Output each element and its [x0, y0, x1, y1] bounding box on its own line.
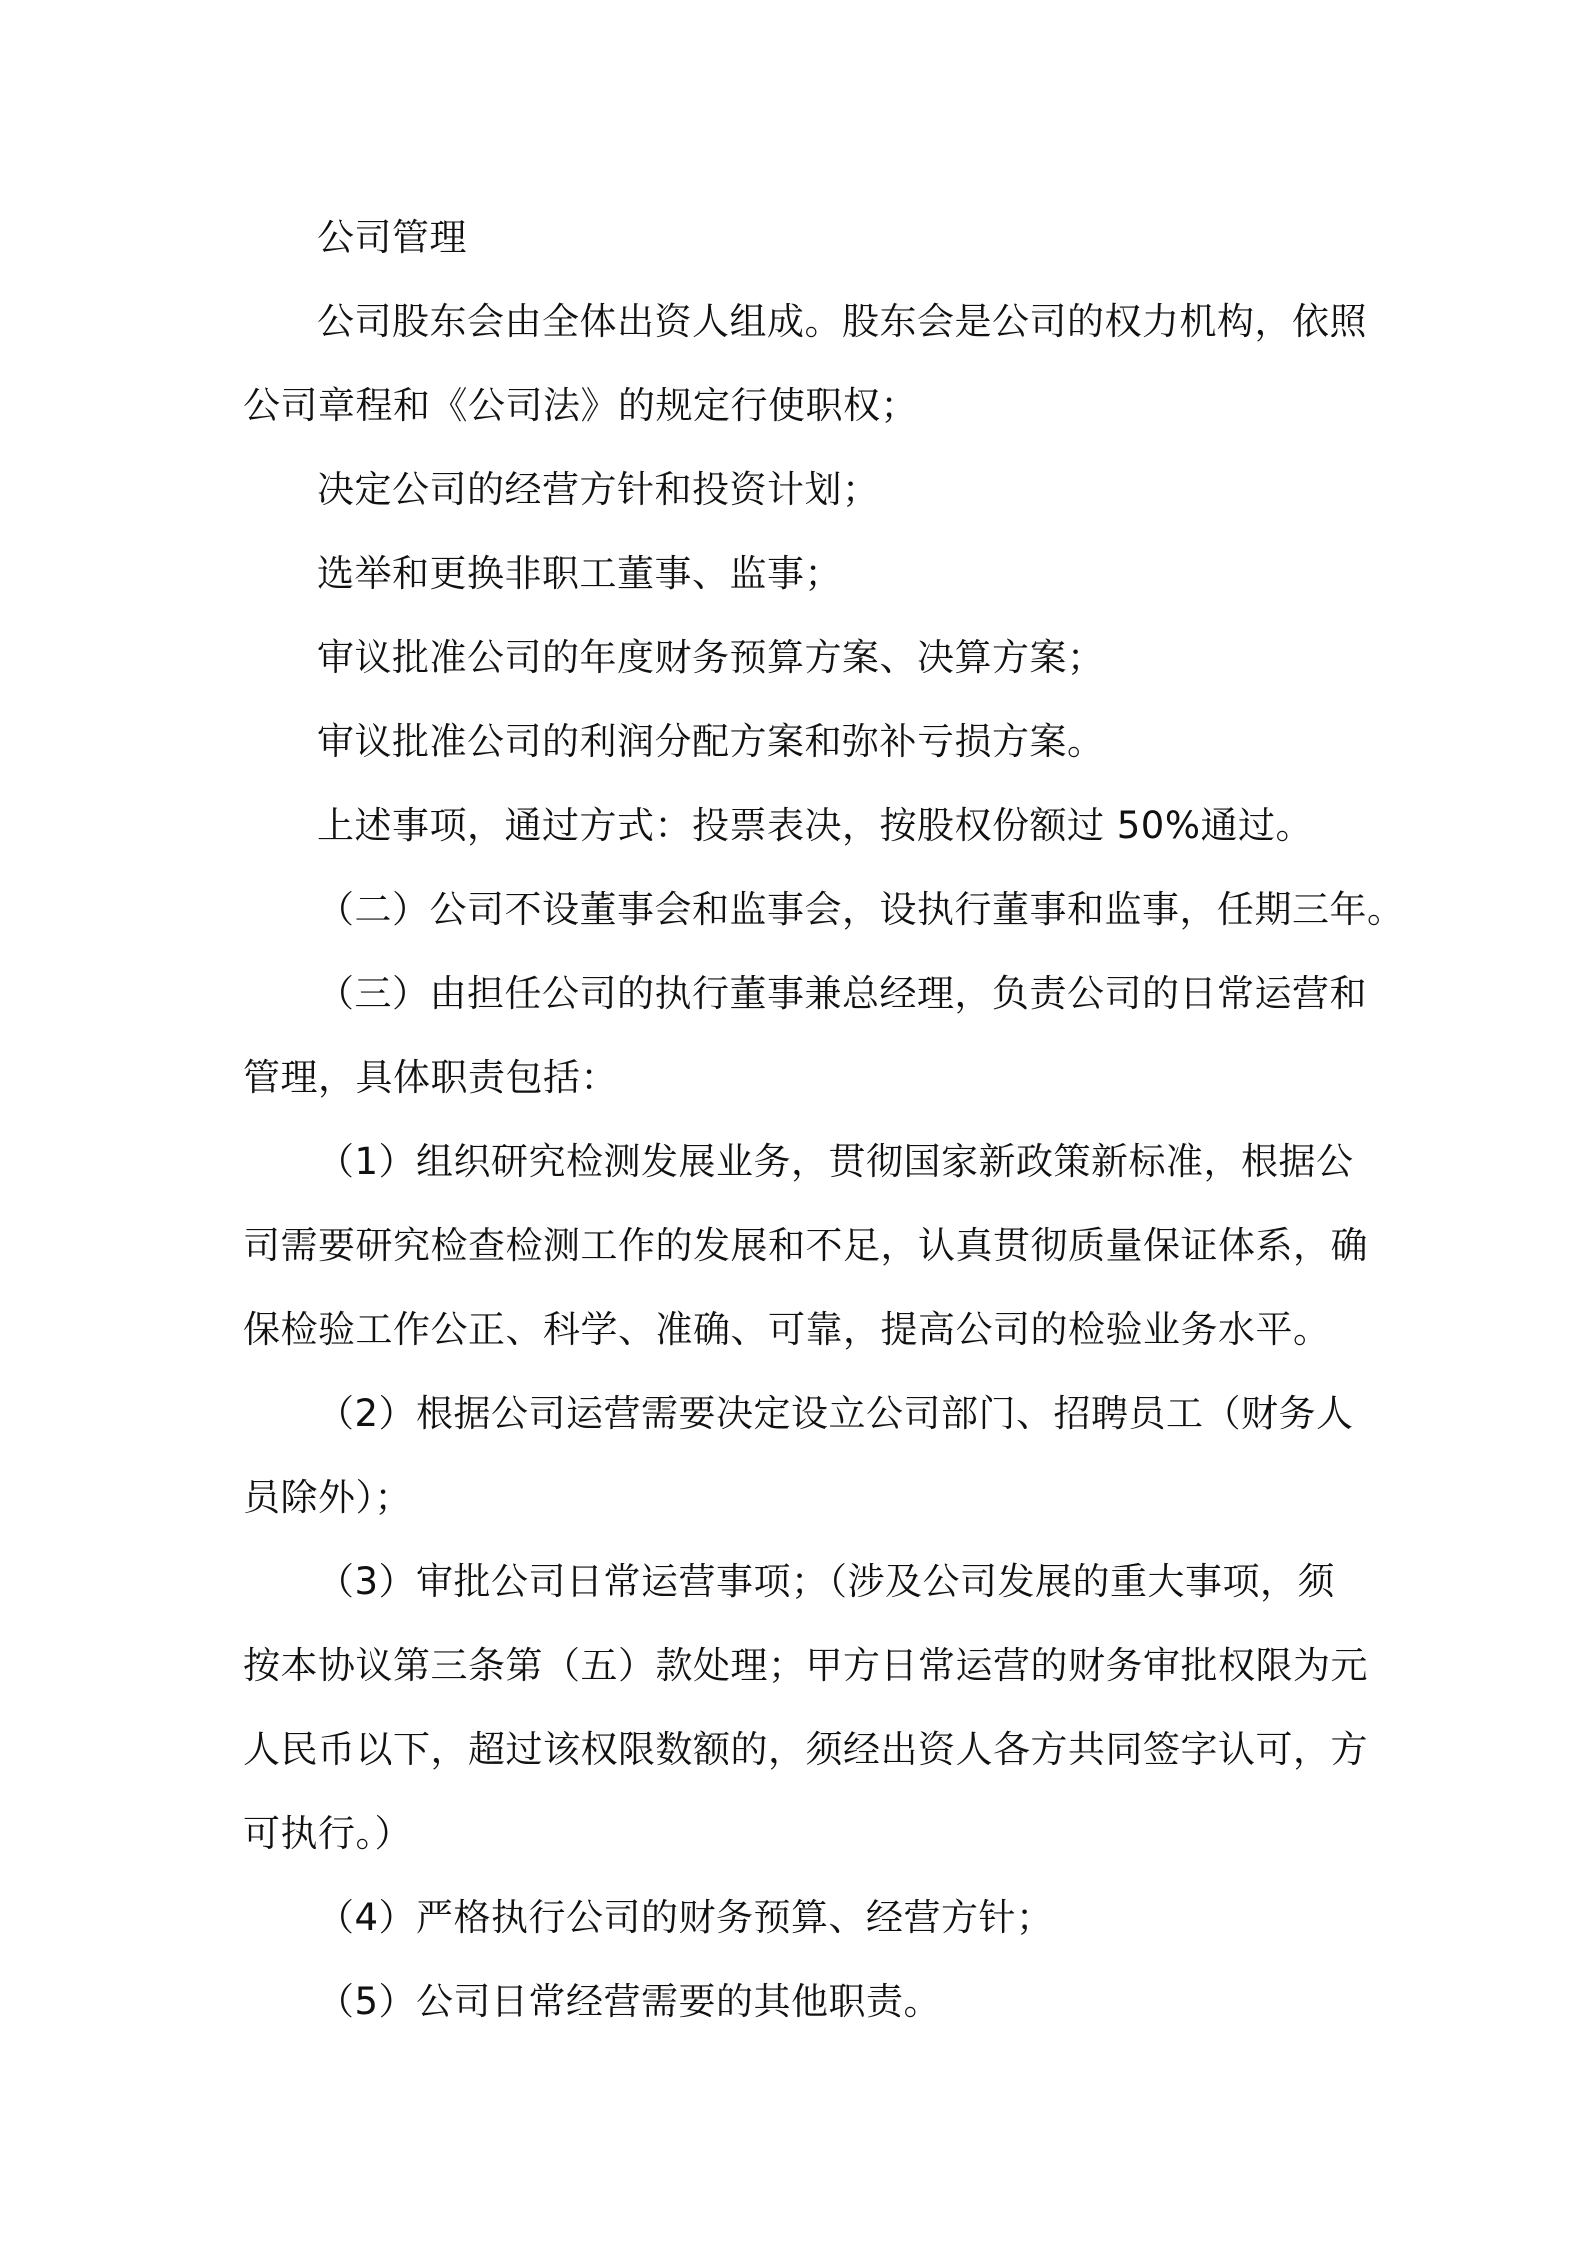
- paragraph-line: 选举和更换非职工董事、监事；: [317, 552, 842, 595]
- paragraph-line: （三）由担任公司的执行董事兼总经理，负责公司的日常运营和: [317, 972, 1367, 1015]
- paragraph-line: 公司股东会由全体出资人组成。股东会是公司的权力机构，依照: [317, 300, 1367, 343]
- paragraph-line: （二）公司不设董事会和监事会，设执行董事和监事，任期三年。: [317, 888, 1405, 931]
- paragraph-line: （1）组织研究检测发展业务，贯彻国家新政策新标准，根据公: [317, 1140, 1354, 1183]
- document-body: [243, 196, 1405, 2044]
- paragraph-line: （3）审批公司日常运营事项；（涉及公司发展的重大事项，须: [317, 1560, 1336, 1603]
- paragraph-line: 司需要研究检查检测工作的发展和不足，认真贯彻质量保证体系，确: [243, 1224, 1368, 1267]
- paragraph-line: （4）严格执行公司的财务预算、经营方针；: [317, 1896, 1054, 1939]
- section-title: 公司管理: [317, 216, 467, 259]
- paragraph-line: 按本协议第三条第（五）款处理；甲方日常运营的财务审批权限为元: [243, 1644, 1368, 1687]
- paragraph-line: 保检验工作公正、科学、准确、可靠，提高公司的检验业务水平。: [243, 1308, 1331, 1351]
- paragraph-line: 决定公司的经营方针和投资计划；: [317, 468, 880, 511]
- paragraph-line: 员除外）；: [243, 1476, 412, 1519]
- paragraph-line: 管理，具体职责包括：: [243, 1056, 618, 1099]
- paragraph-line: 审议批准公司的年度财务预算方案、决算方案；: [317, 636, 1105, 679]
- paragraph-line: （5）公司日常经营需要的其他职责。: [317, 1980, 942, 2023]
- paragraph-line: 上述事项，通过方式：投票表决，按股权份额过 50%通过。: [317, 804, 1313, 847]
- paragraph-line: 人民币以下，超过该权限数额的，须经出资人各方共同签字认可，方: [243, 1728, 1368, 1771]
- paragraph-line: 可执行。）: [243, 1812, 412, 1855]
- paragraph-line: （2）根据公司运营需要决定设立公司部门、招聘员工（财务人: [317, 1392, 1354, 1435]
- paragraph-line: 审议批准公司的利润分配方案和弥补亏损方案。: [317, 720, 1105, 763]
- paragraph-line: 公司章程和《公司法》的规定行使职权；: [243, 384, 918, 427]
